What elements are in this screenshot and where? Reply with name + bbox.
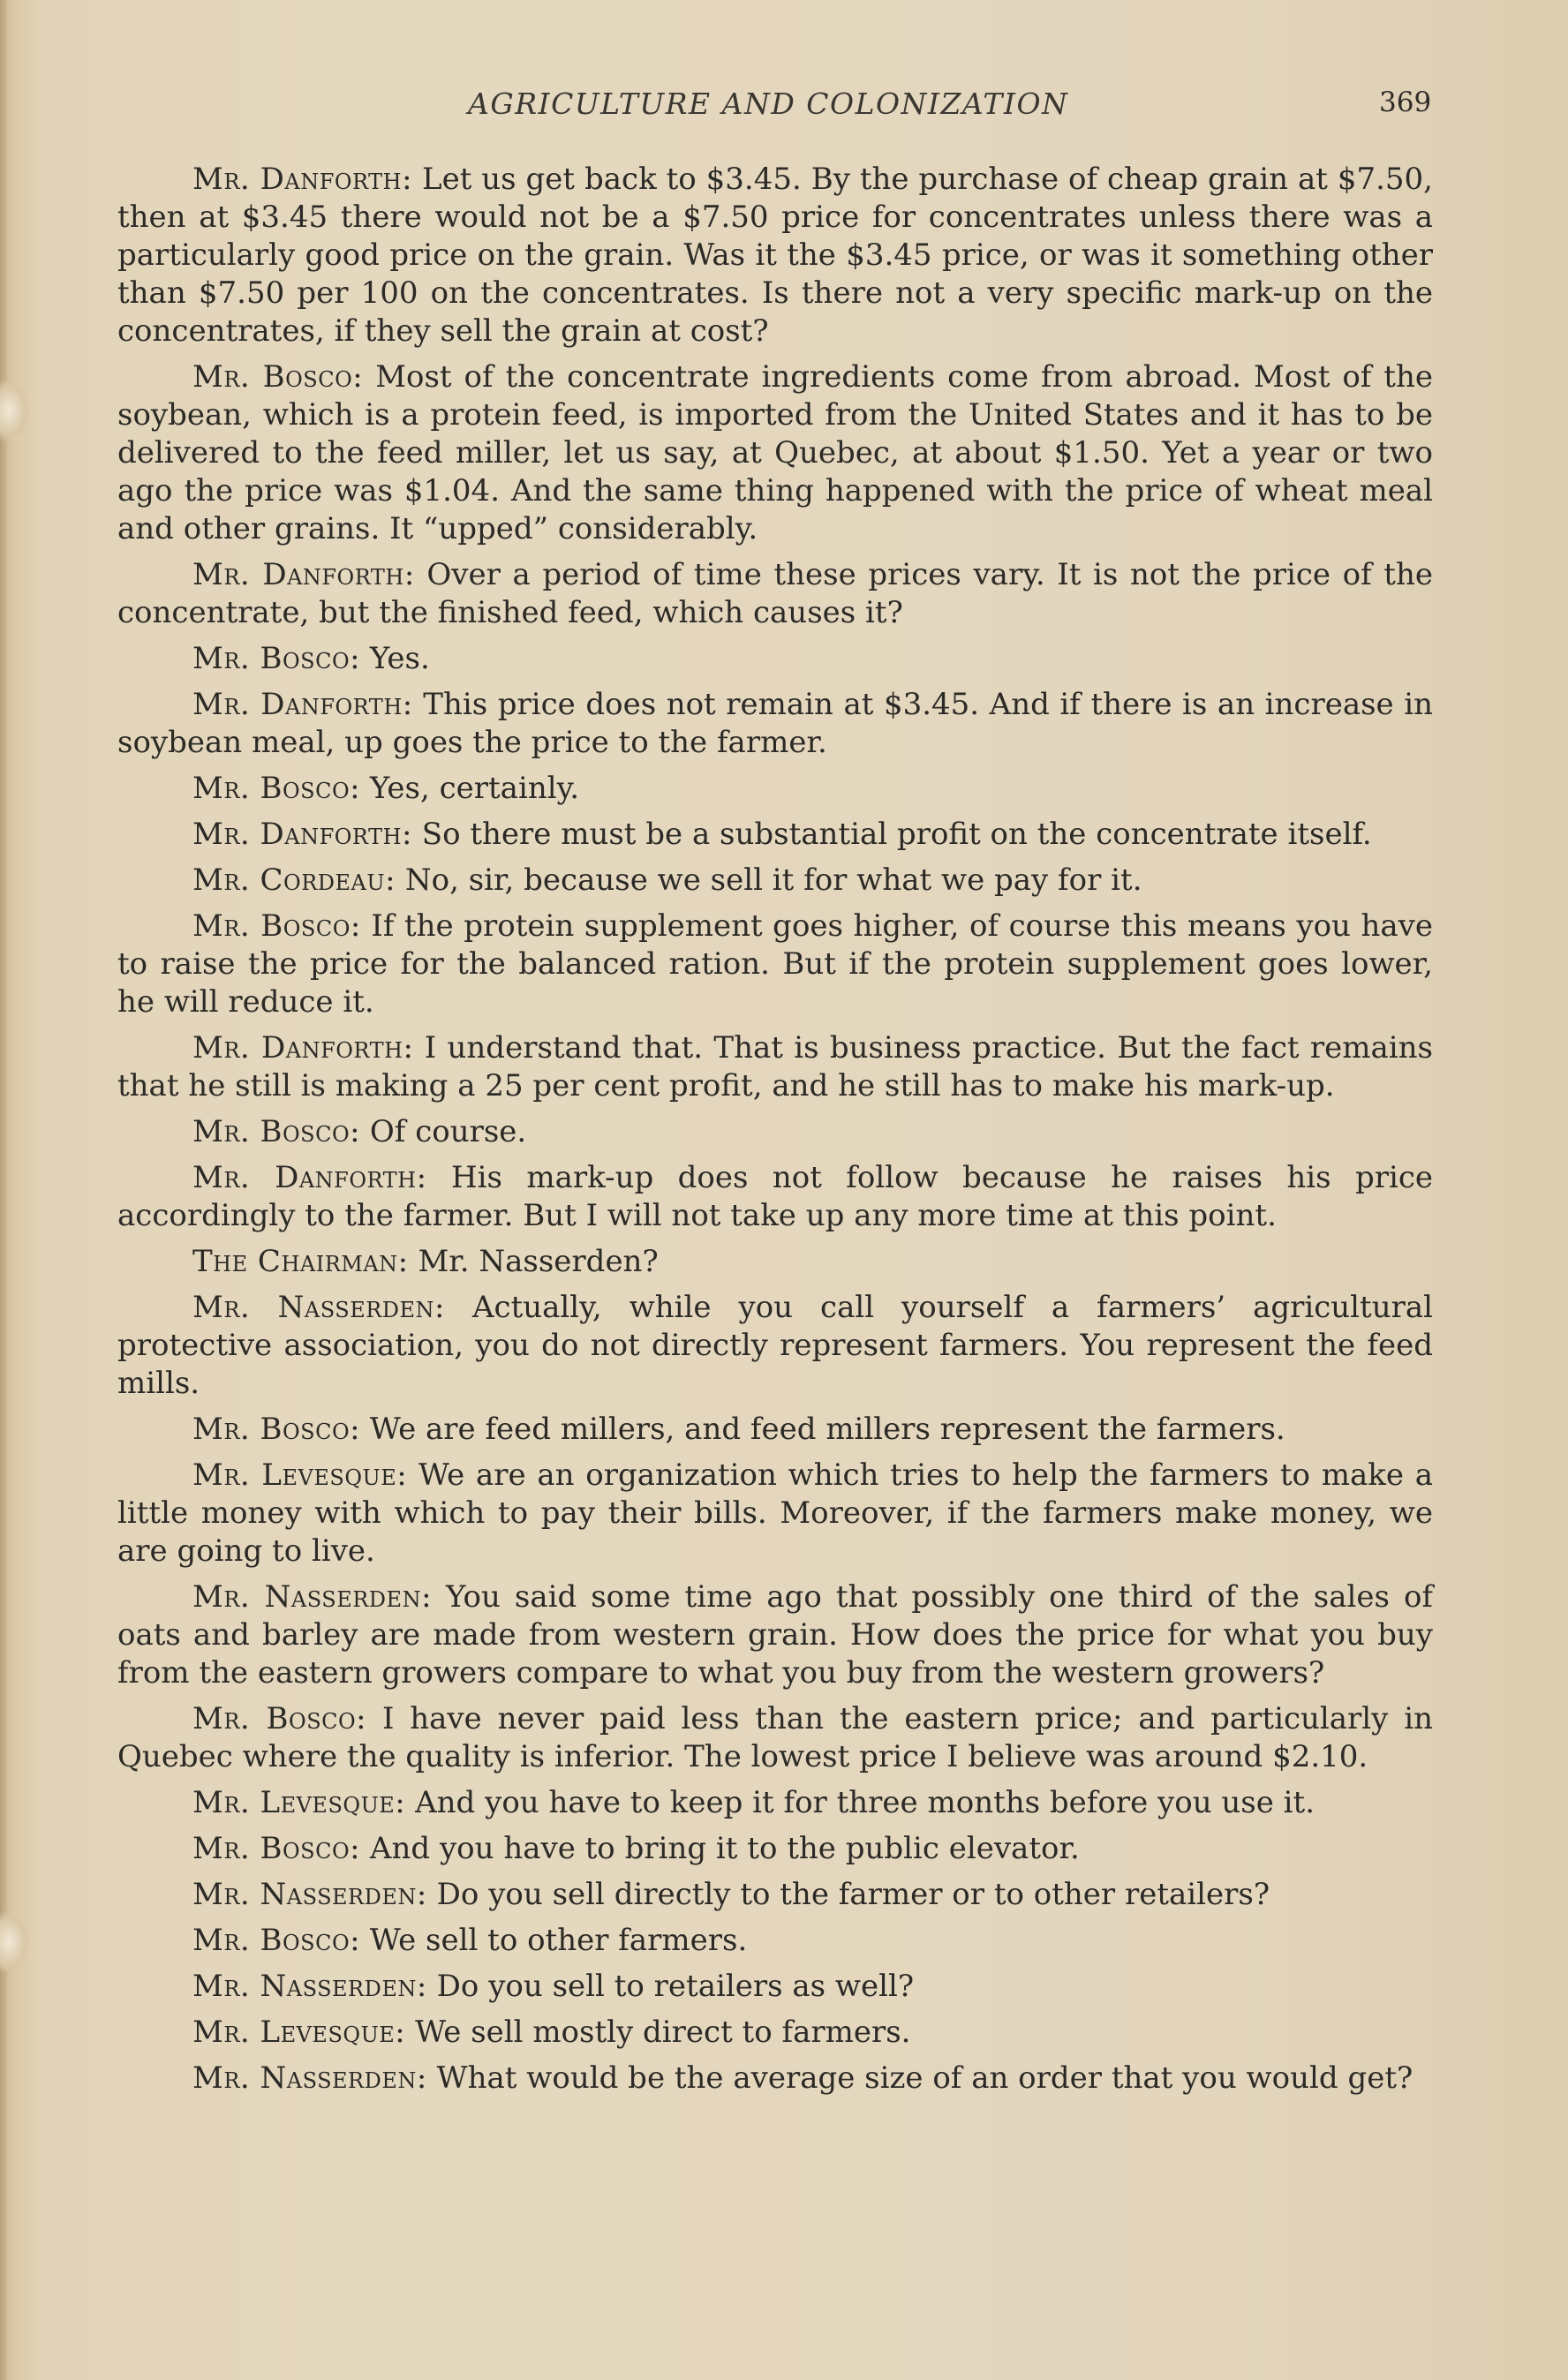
paragraph-text: Most of the concentrate ingredients come from abroad. Most of the soybean, which is a protein feed, is imported from the United States and it has to be delivered to the feed miller, let us say, at Quebec, at about $1.50. Yet a year or two ago the price was $1.04. And the same thing happened with the price of wheat meal and other grains. It “upped” considerably. [117,359,1433,546]
speaker: Mr. Bosco: [192,908,361,944]
paragraph-12 [117,1159,1433,1235]
binding-hole-bottom [0,1911,30,1973]
speaker: Mr. Nasserden: [192,1579,433,1615]
paragraph-text: Do you sell to retailers as well? [436,1969,915,2004]
paragraph-text: So there must be a substantial profit on the concentrate itself. [421,817,1372,852]
speaker: Mr. Nasserden: [192,1290,446,1325]
paragraph-24 [117,2014,1433,2052]
paragraph-3 [117,556,1433,632]
paragraph-14 [117,1289,1433,1403]
paragraph-7 [117,816,1433,854]
paragraph-text: Over a period of time these prices vary. It is not the price of the concentrate, but the finished feed, which causes it? [117,557,1433,630]
speaker: Mr. Bosco: [192,1701,367,1736]
speaker: Mr. Danforth: [192,1030,414,1066]
paragraph-text: Actually, while you call yourself a farmers’ agricultural protective association, you do not directly represent farmers. You represent the feed mills. [117,1290,1434,1401]
speaker: Mr. Danforth: [192,817,412,852]
paragraph-17 [117,1578,1433,1692]
paragraph-21 [117,1876,1433,1914]
speaker: Mr. Levesque: [192,1457,408,1493]
speaker: Mr. Bosco: [192,1114,361,1149]
binding-hole-top [0,380,30,441]
speaker: Mr. Nasserden: [192,1969,427,2004]
paragraph-text: We are an organization which tries to help the farmers to make a little money with which to pay their bills. Moreover, if the farmers make money, we are going to live. [117,1457,1433,1569]
page-edge-shadow [0,0,9,2380]
paragraph-9 [117,908,1433,1021]
paragraph-text: What would be the average size of an order that you would get? [436,2060,1413,2096]
paragraph-text: If the protein supplement goes higher, of course this means you have to raise the price for the balanced ration. But if the protein supplement goes lower, he will reduce it. [117,908,1433,1020]
speaker: Mr. Danforth: [192,1160,427,1195]
paragraph-text: Mr. Nasserden? [418,1244,659,1279]
paragraph-11 [117,1113,1433,1151]
paragraph-4 [117,640,1433,678]
paragraph-text: Of course. [369,1114,527,1149]
speaker: Mr. Levesque: [192,2015,406,2050]
paragraph-20 [117,1830,1433,1868]
paragraph-19 [117,1784,1433,1822]
page-number: 369 [1379,87,1432,118]
speaker: Mr. Bosco: [192,1412,361,1447]
paragraph-text: I understand that. That is business practice. But the fact remains that he still is making a 25 per cent profit, and he still has to make his mark-up. [117,1030,1434,1103]
paragraph-text: Let us get back to $3.45. By the purchase of cheap grain at $7.50, then at $3.45 there would not be a $7.50 price for concentrates unless there was a particularly good price on the grain. Was it the $3.45 price, or was it something other than $7.50 per 100 on the concentrates. Is there not a very specific mark-up on the concentrates, if they sell the grain at cost? [117,162,1433,349]
running-head [0,87,1568,125]
paragraph-10 [117,1029,1433,1105]
speaker: Mr. Danforth: [192,687,413,722]
paragraph-1 [117,161,1433,350]
paragraph-text: Do you sell directly to the farmer or to other retailers? [436,1877,1270,1912]
speaker: Mr. Bosco: [192,771,361,806]
speaker: Mr. Nasserden: [192,1877,427,1912]
paragraph-text: His mark-up does not follow because he raises his price accordingly to the farmer. But I will not take up any more time at this point. [117,1160,1434,1233]
paragraph-text: We sell mostly direct to farmers. [415,2015,911,2050]
paragraph-18 [117,1700,1433,1776]
paragraph-text: We are feed millers, and feed millers represent the farmers. [369,1412,1285,1447]
paragraph-text: This price does not remain at $3.45. And if there is an increase in soybean meal, up goes the price to the farmer. [117,687,1433,760]
speaker: Mr. Bosco: [192,641,361,676]
speaker: Mr. Nasserden: [192,2060,427,2096]
section-title: AGRICULTURE AND COLONIZATION [468,87,1069,121]
paragraph-text: And you have to keep it for three months before you use it. [415,1785,1315,1820]
paragraph-text: And you have to bring it to the public elevator. [369,1831,1080,1866]
speaker: Mr. Bosco: [192,359,364,395]
speaker: The Chairman: [192,1244,409,1279]
paragraph-22 [117,1922,1433,1960]
paragraph-15 [117,1411,1433,1449]
transcript-body [117,161,1433,2105]
paragraph-23 [117,1968,1433,2006]
speaker: Mr. Cordeau: [192,862,396,898]
paragraph-2 [117,358,1433,548]
paragraph-text: Yes, certainly. [369,771,580,806]
speaker: Mr. Bosco: [192,1923,361,1958]
paragraph-5 [117,686,1433,762]
paragraph-25 [117,2060,1433,2098]
paragraph-text: No, sir, because we sell it for what we pay for it. [404,862,1142,898]
paragraph-text: We sell to other farmers. [369,1923,748,1958]
paragraph-text: You said some time ago that possibly one third of the sales of oats and barley are made from western grain. How does the price for what you buy from the eastern growers compare to what you buy from the western growers? [117,1579,1434,1691]
paragraph-6 [117,770,1433,808]
paragraph-text: Yes. [369,641,430,676]
paragraph-16 [117,1457,1433,1570]
paragraph-13 [117,1243,1433,1281]
paragraph-text: I have never paid less than the eastern price; and particularly in Quebec where the quality is inferior. The lowest price I believe was around $2.10. [117,1701,1433,1774]
paragraph-8 [117,862,1433,900]
speaker: Mr. Danforth: [192,557,415,592]
speaker: Mr. Levesque: [192,1785,406,1820]
speaker: Mr. Danforth: [192,162,413,197]
speaker: Mr. Bosco: [192,1831,361,1866]
